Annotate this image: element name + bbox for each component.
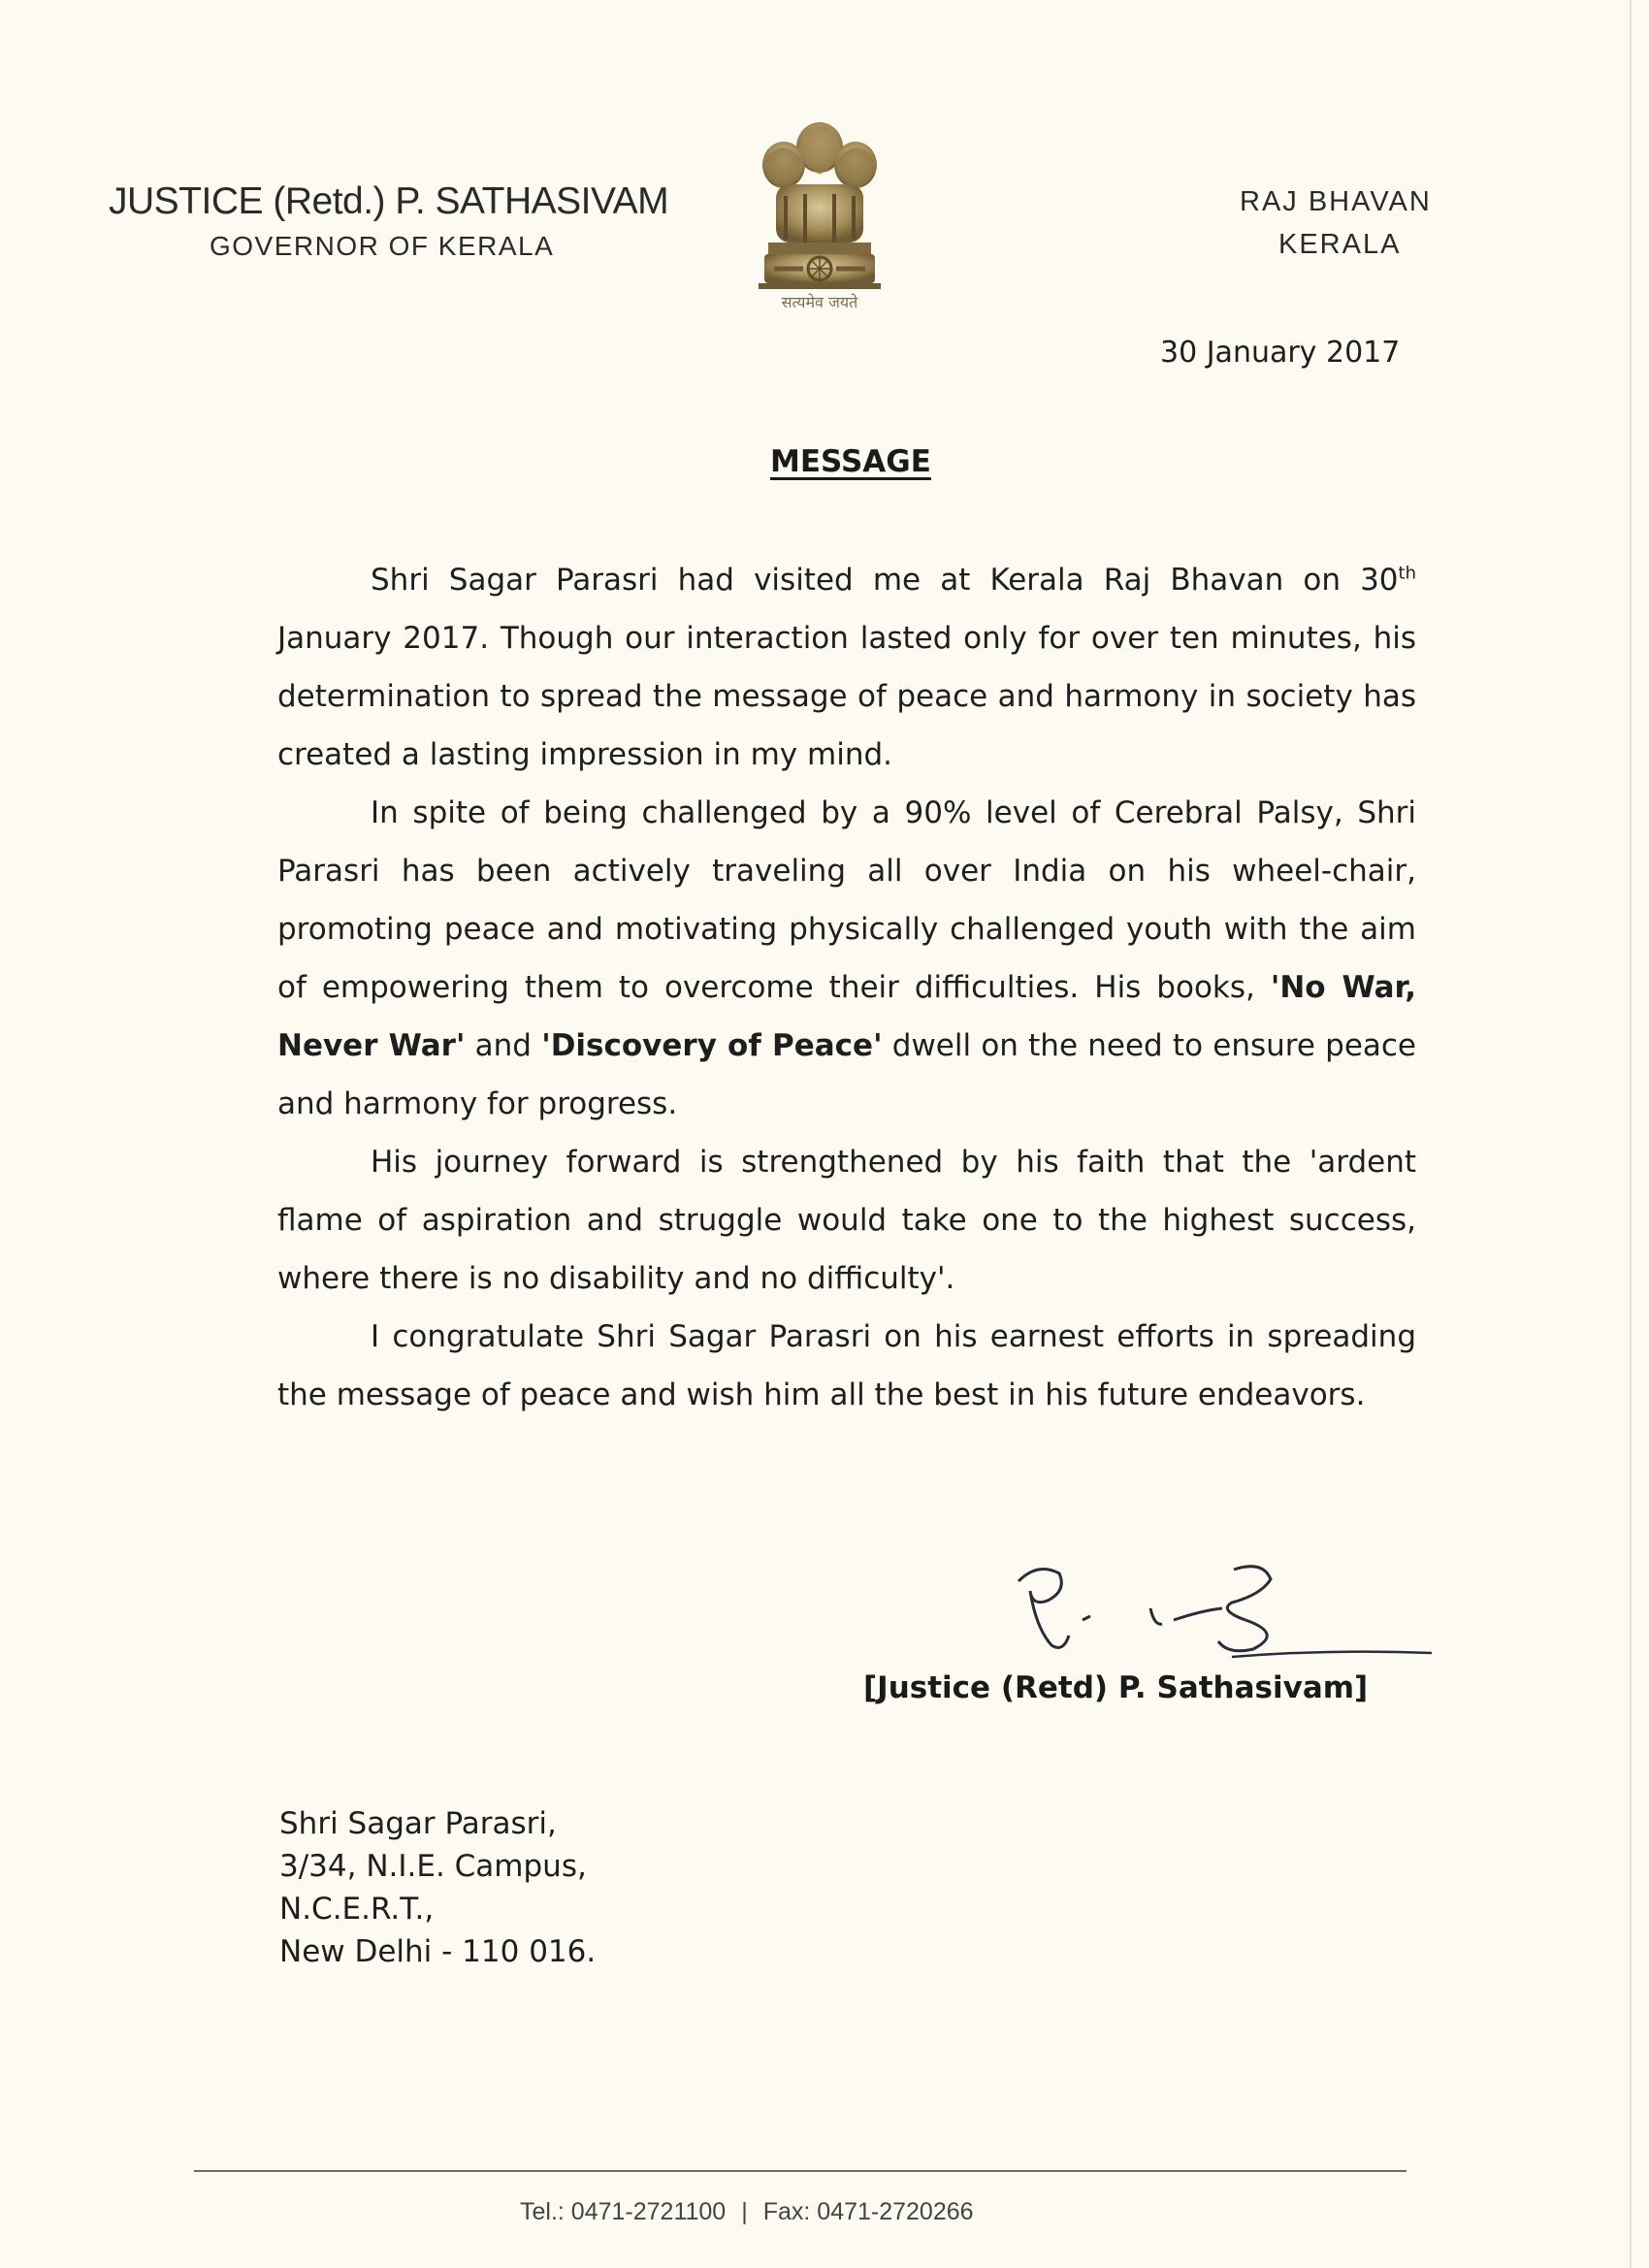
address-line: New Delhi - 110 016.	[279, 1934, 597, 1969]
handwritten-signature	[1009, 1552, 1436, 1678]
paragraph-text: and	[465, 1028, 542, 1063]
address-line: 3/34, N.I.E. Campus,	[279, 1849, 587, 1884]
address-line: N.C.E.R.T.,	[279, 1892, 435, 1927]
recipient-address	[279, 1802, 596, 1973]
sender-name: JUSTICE (Retd.) P. SATHASIVAM	[109, 180, 669, 222]
message-heading: MESSAGE	[770, 444, 931, 479]
fax-number: Fax: 0471-2720266	[762, 2198, 974, 2225]
telephone-number: Tel.: 0471-2721100	[520, 2198, 727, 2225]
footer-divider	[194, 2170, 1406, 2172]
office-name: RAJ BHAVAN	[1240, 186, 1432, 217]
message-body	[277, 551, 1416, 1424]
address-line: Shri Sagar Parasri,	[279, 1806, 557, 1841]
signatory-name: [Justice (Retd) P. Sathasivam]	[863, 1670, 1369, 1705]
letter-date: 30 January 2017	[1160, 336, 1401, 370]
footer-separator: |	[741, 2198, 748, 2225]
office-state: KERALA	[1278, 229, 1402, 260]
paragraph	[277, 784, 1416, 1133]
footer-contact	[520, 2198, 974, 2226]
emblem-motto: सत्यमेव जयते	[781, 293, 858, 311]
book-title: 'Discovery of Peace'	[541, 1028, 883, 1063]
paragraph: His journey forward is strengthened by his faith that the 'ardent flame of aspiration and struggle would take one to the highest success, where there is no disability and no difficulty'.	[277, 1145, 1416, 1296]
ordinal-suffix: th	[1398, 563, 1416, 584]
sender-title: GOVERNOR OF KERALA	[210, 231, 555, 261]
paragraph-text: January 2017. Though our interaction lasted only for over ten minutes, his determination to spread the message of peace and harmony in society has created a lasting impression in my mind.	[277, 621, 1416, 772]
paragraph: I congratulate Shri Sagar Parasri on his earnest efforts in spreading the message of peace and wish him all the best in his future endeavors.	[277, 1319, 1416, 1412]
paragraph-text: dwell on the need to ensure peace and harmony for progress.	[277, 1028, 1417, 1121]
paragraph	[277, 551, 1416, 784]
book-title: 'No War, Never War'	[277, 970, 1417, 1063]
paragraph-text: Shri Sagar Parasri had visited me at Kerala Raj Bhavan on 30	[371, 563, 1399, 598]
paragraph-text: In spite of being challenged by a 90% level of Cerebral Palsy, Shri Parasri has been actively traveling all over India on his wheel-chair, promoting peace and motivating physically challenged youth with the aim of empowering them to overcome their difficulties. His books,	[277, 795, 1416, 1005]
